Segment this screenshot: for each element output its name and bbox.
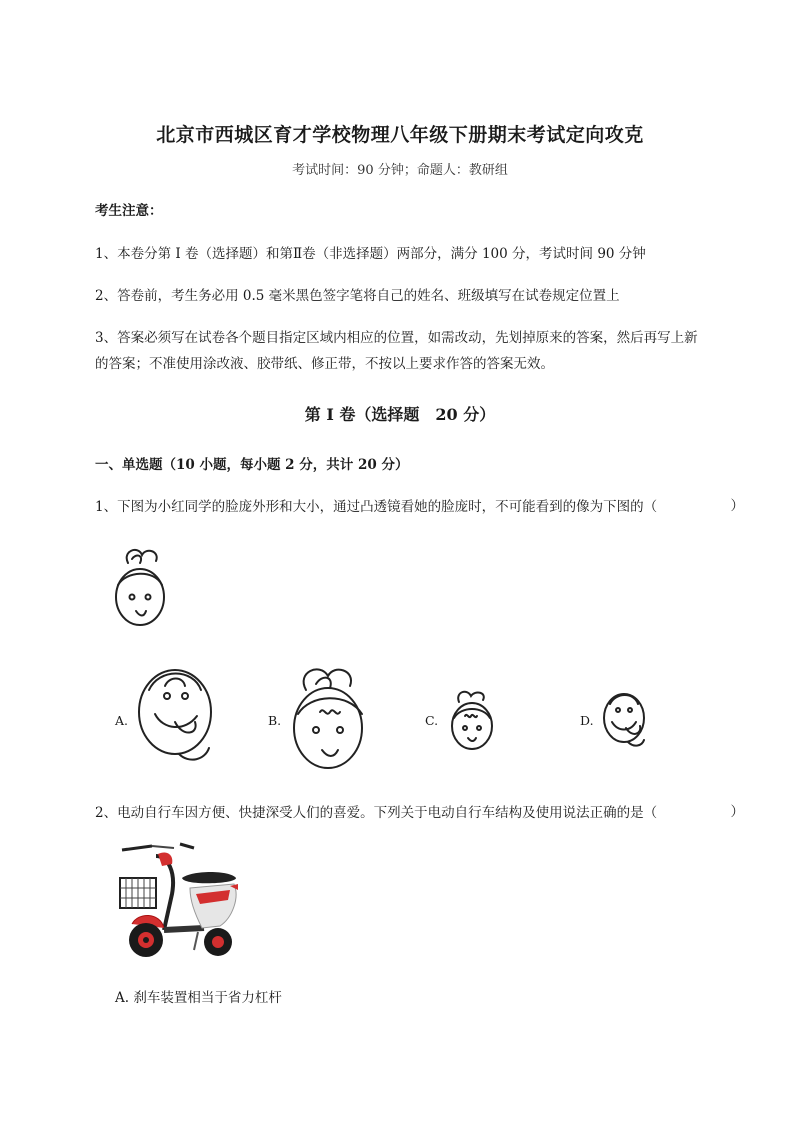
face-option-c-image[interactable] — [447, 688, 497, 752]
face-reference-image — [110, 545, 170, 630]
question-2-text: 2、电动自行车因方便、快捷深受人们的喜爱。下列关于电动自行车结构及使用说法正确的是（ — [95, 805, 658, 821]
face-option-a-image[interactable] — [135, 660, 220, 770]
notice-item-3: 3、答案必须写在试卷各个题目指定区域内相应的位置，如需改动，先划掉原来的答案，然后再写上新 — [95, 330, 698, 346]
question-2-option-a[interactable]: A. 刹车装置相当于省力杠杆 — [115, 990, 282, 1006]
question-1-option-a-label[interactable]: A. — [115, 713, 129, 728]
notice-heading: 考生注意： — [95, 203, 163, 219]
exam-subtitle: 考试时间：90 分钟；命题人：教研组 — [292, 163, 508, 178]
question-1-option-b-label[interactable]: B. — [268, 713, 282, 728]
notice-item-1: 1、本卷分第 I 卷（选择题）和第Ⅱ卷（非选择题）两部分，满分 100 分，考试时间 90 分钟 — [95, 246, 646, 262]
question-1-paren: ） — [730, 498, 744, 514]
face-option-b-image[interactable] — [290, 662, 370, 774]
question-2-paren: ） — [730, 804, 744, 820]
electric-bike-image — [112, 842, 242, 962]
part-heading: 一、单选题（10 小题，每小题 2 分，共计 20 分） — [95, 457, 409, 473]
question-1-option-d-label[interactable]: D. — [580, 713, 594, 728]
section-title: 第 I 卷（选择题 20 分） — [304, 405, 496, 424]
notice-item-3-cont: 的答案；不准使用涂改液、胶带纸、修正带，不按以上要求作答的答案无效。 — [95, 356, 554, 372]
notice-item-2: 2、答卷前，考生务必用 0.5 毫米黑色签字笔将自己的姓名、班级填写在试卷规定位置上 — [95, 288, 620, 304]
face-option-d-image[interactable] — [600, 688, 650, 752]
question-1-option-c-label[interactable]: C. — [425, 713, 439, 728]
exam-title: 北京市西城区育才学校物理八年级下册期末考试定向攻克 — [156, 124, 644, 146]
question-1-text: 1、下图为小红同学的脸庞外形和大小，通过凸透镜看她的脸庞时，不可能看到的像为下图的（ — [95, 499, 658, 515]
